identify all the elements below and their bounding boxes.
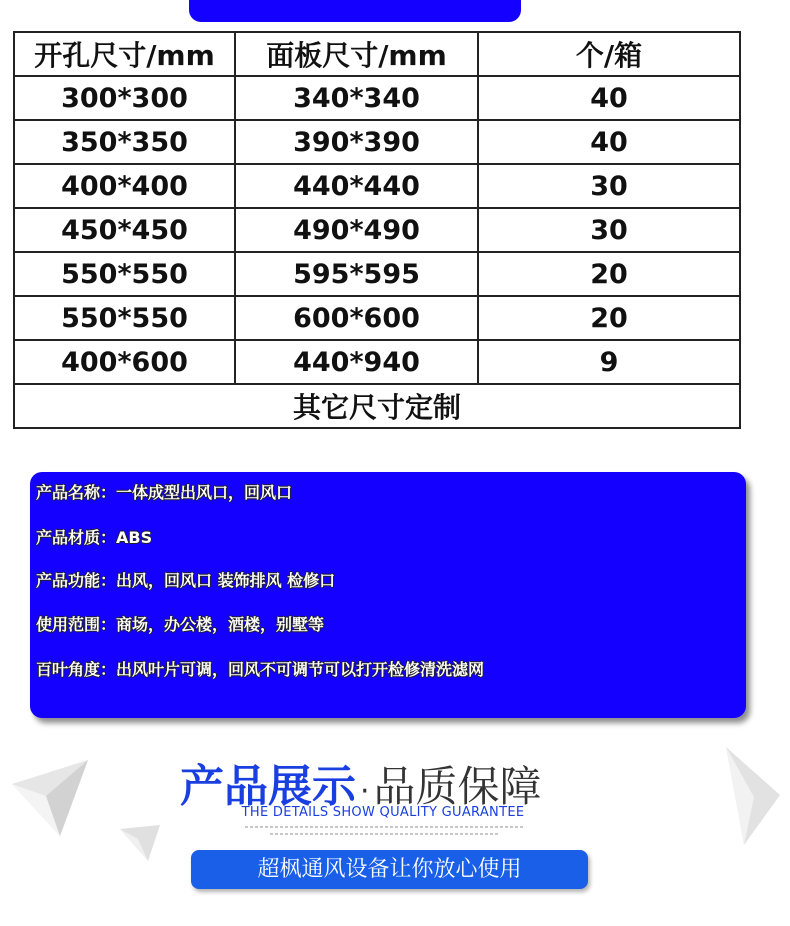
decorative-fine-print-line	[270, 833, 500, 835]
cell-per-box: 40	[478, 120, 740, 164]
cell-per-box: 20	[478, 296, 740, 340]
cell-cutout-size: 400*600	[14, 340, 235, 384]
cell-cutout-size: 350*350	[14, 120, 235, 164]
cell-panel-size: 340*340	[235, 76, 478, 120]
info-louver-angle: 百叶角度：出风叶片可调，回风不可调节可以打开检修清洗滤网	[36, 660, 485, 679]
info-product-material: 产品材质：ABS	[36, 528, 153, 547]
cell-per-box: 40	[478, 76, 740, 120]
cell-per-box: 20	[478, 252, 740, 296]
heading-subtitle: THE DETAILS SHOW QUALITY GUARANTEE	[241, 805, 525, 820]
cell-panel-size: 390*390	[235, 120, 478, 164]
heading-dot: ·	[360, 774, 370, 809]
table-footer-row	[14, 384, 740, 428]
cell-panel-size: 595*595	[235, 252, 478, 296]
cell-cutout-size: 550*550	[14, 252, 235, 296]
table-row	[14, 76, 740, 120]
info-usage-scope: 使用范围：商场，办公楼，酒楼，别墅等	[36, 615, 325, 634]
section-heading	[180, 750, 542, 812]
cell-panel-size: 440*440	[235, 164, 478, 208]
small-triangle-decoration	[118, 823, 162, 863]
slogan-banner: 超枫通风设备让你放心使用	[191, 850, 588, 889]
header-per-box: 个/箱	[478, 32, 740, 76]
cell-per-box: 9	[478, 340, 740, 384]
cell-cutout-size: 300*300	[14, 76, 235, 120]
custom-size-note: 其它尺寸定制	[14, 384, 740, 428]
cell-cutout-size: 550*550	[14, 296, 235, 340]
table-header-row	[14, 32, 740, 76]
table-row	[14, 296, 740, 340]
cell-panel-size: 600*600	[235, 296, 478, 340]
header-panel-size: 面板尺寸/mm	[235, 32, 478, 76]
header-cutout-size: 开孔尺寸/mm	[14, 32, 235, 76]
cell-per-box: 30	[478, 164, 740, 208]
decorative-fine-print-line	[245, 826, 525, 828]
cell-panel-size: 440*940	[235, 340, 478, 384]
cell-cutout-size: 450*450	[14, 208, 235, 252]
table-row	[14, 252, 740, 296]
table-row	[14, 120, 740, 164]
heading-quality-guarantee: 品质保障	[373, 762, 542, 811]
info-product-name: 产品名称：一体成型出风口，回风口	[36, 483, 293, 502]
table-row	[14, 164, 740, 208]
cell-panel-size: 490*490	[235, 208, 478, 252]
info-product-function: 产品功能：出风，回风口 装饰排风 检修口	[36, 571, 336, 590]
right-triangle-decoration	[722, 745, 782, 847]
table-row	[14, 208, 740, 252]
size-table	[13, 31, 741, 429]
top-banner-tab	[189, 0, 521, 22]
product-info-panel	[30, 472, 746, 718]
cell-per-box: 30	[478, 208, 740, 252]
left-triangle-decoration	[10, 758, 90, 838]
cell-cutout-size: 400*400	[14, 164, 235, 208]
table-row	[14, 340, 740, 384]
heading-product-display: 产品展示	[180, 761, 356, 812]
